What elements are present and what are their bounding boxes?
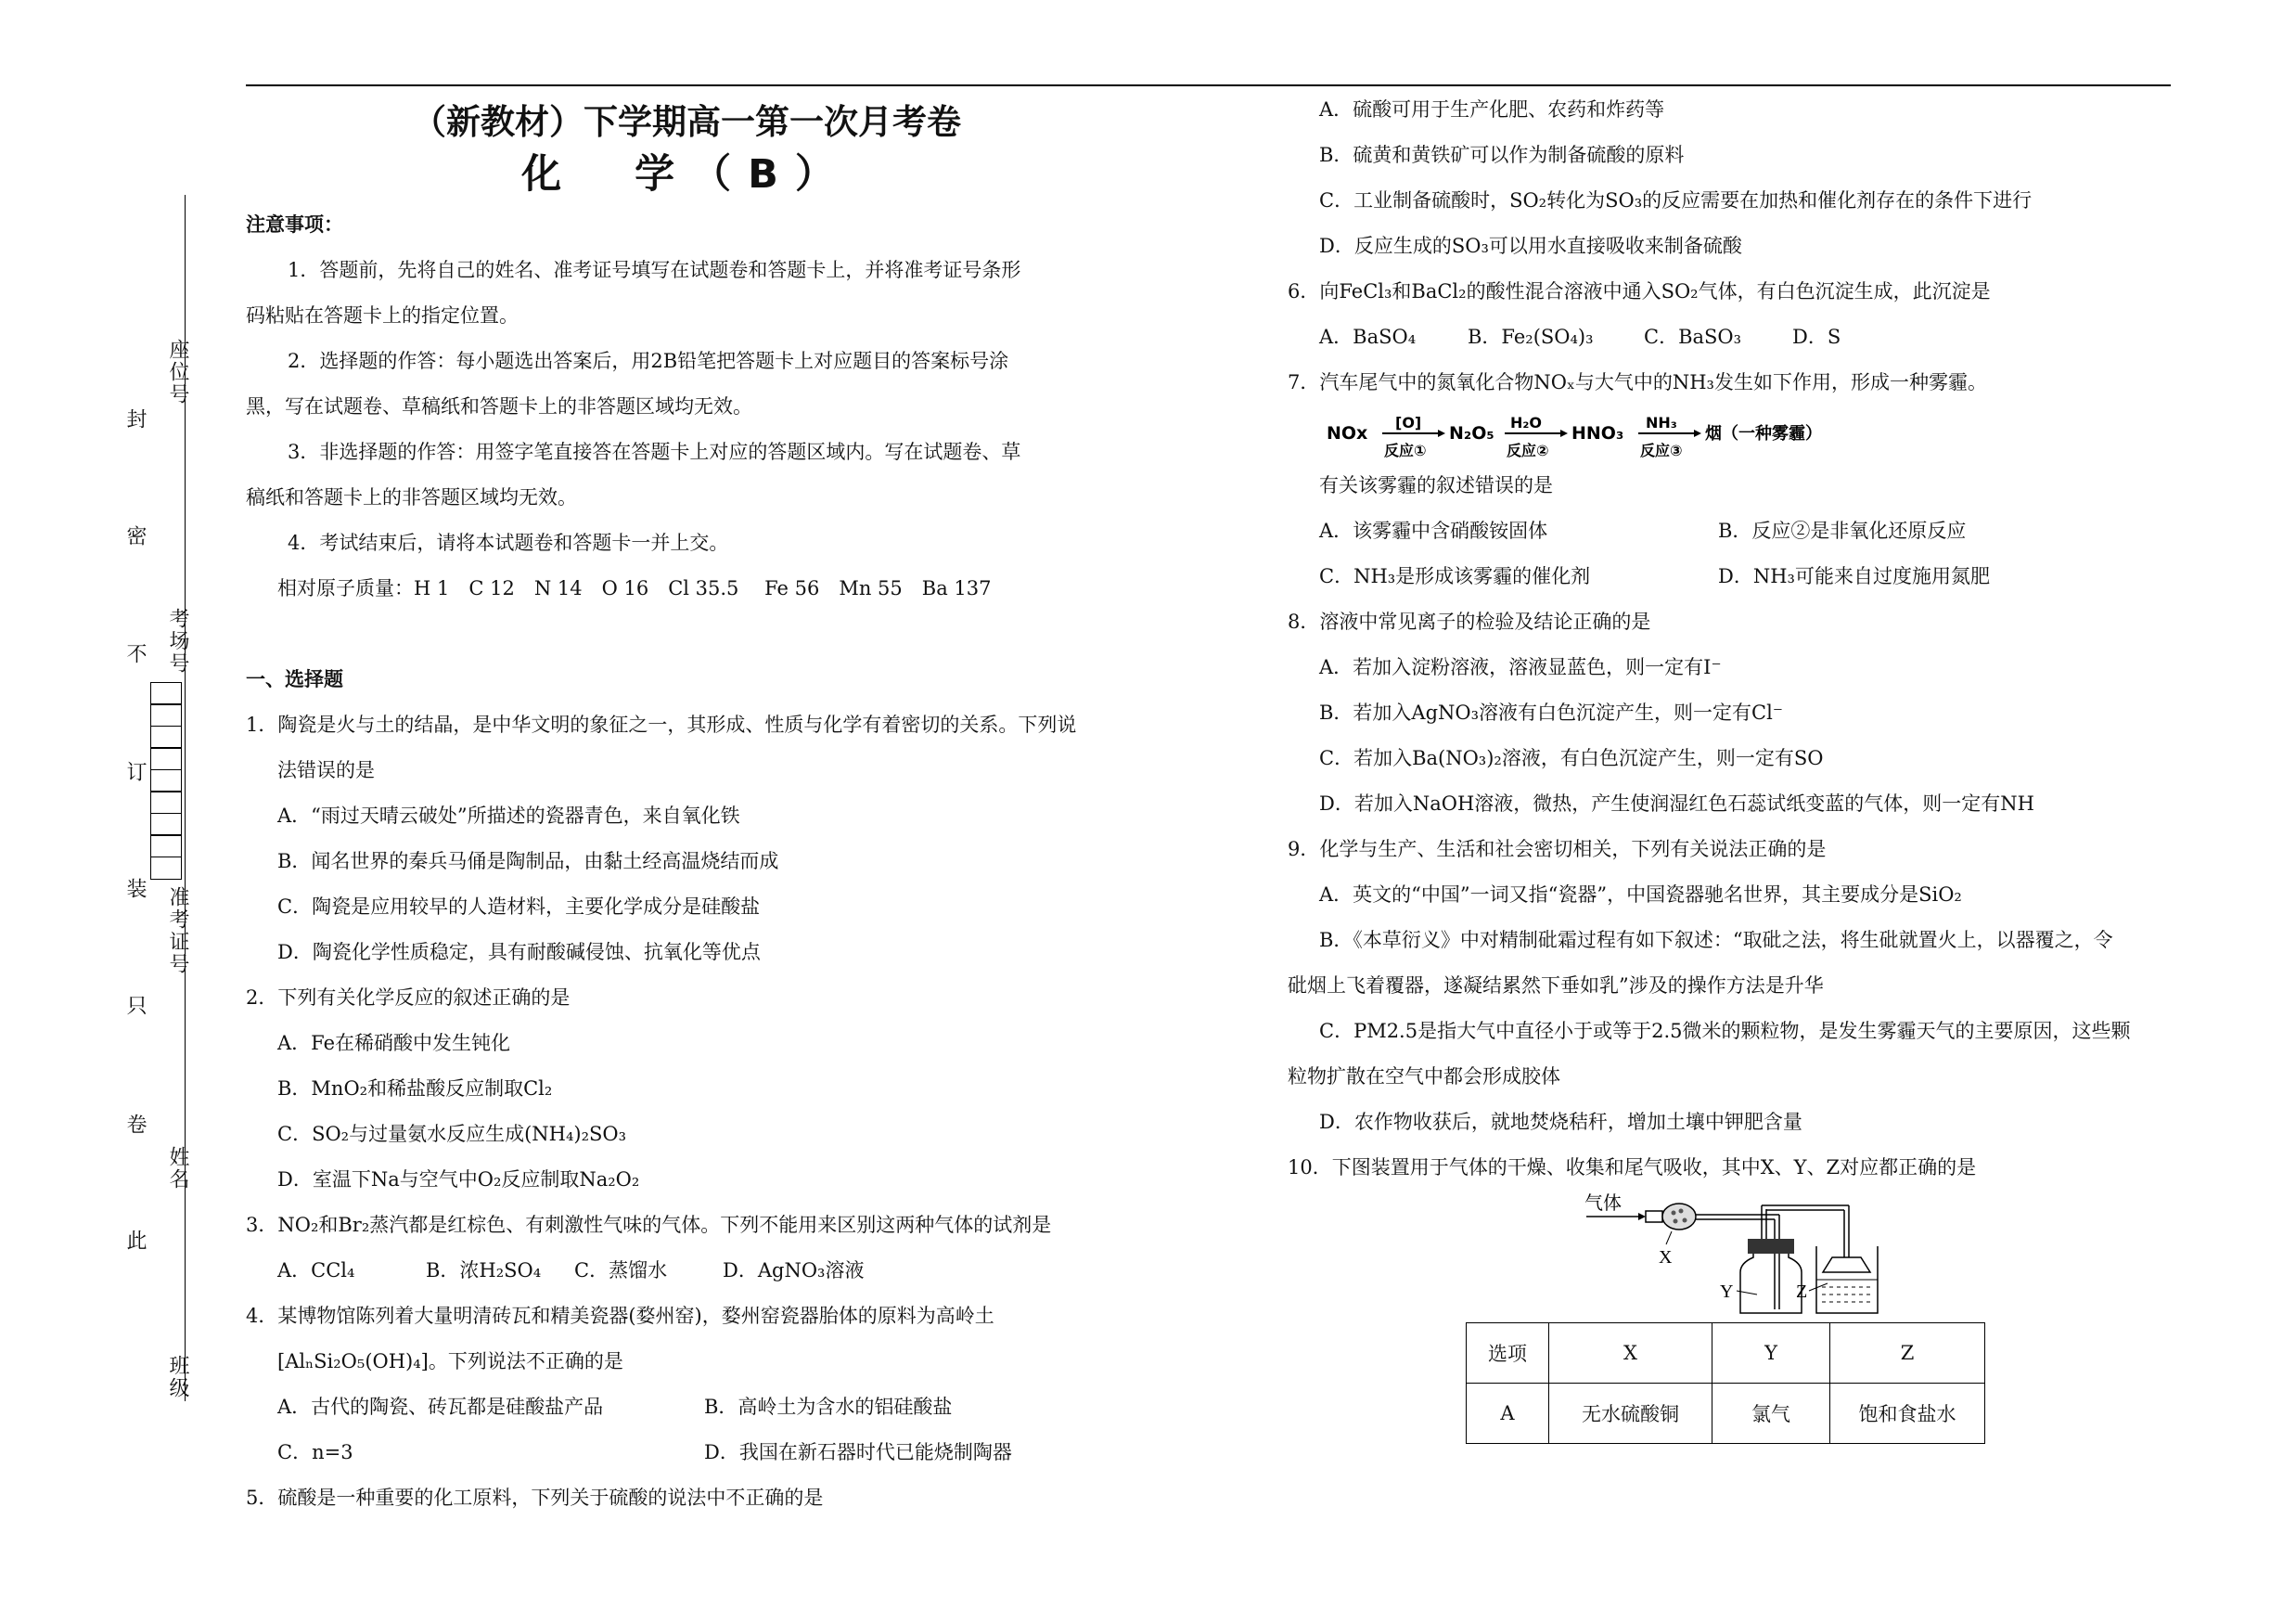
section-heading: 一、选择题 (246, 668, 343, 690)
q2-option-a: A．Fe在稀硝酸中发生钝化 (277, 1032, 511, 1054)
gas-inlet-arrow-head (1638, 1213, 1646, 1220)
q10-answer-table (1466, 1322, 1985, 1444)
reagent-h2o: H₂O (1510, 415, 1542, 432)
q4-options-cd (246, 1430, 1127, 1475)
step-1: 反应① (1384, 442, 1427, 459)
q7-option-d: D．NH₃可能来自过度施用氮肥 (1718, 565, 1990, 587)
seal-char: 只 (123, 995, 147, 1019)
q3-options (246, 1248, 1127, 1294)
q4-stem: 4．某博物馆陈列着大量明清砖瓦和精美瓷器(婺州窑)，婺州窑瓷器胎体的原料为高岭土 (246, 1305, 994, 1327)
q6-option-c: C．BaSO₃ (1644, 326, 1742, 348)
notice-line: 1．答题前，先将自己的姓名、准考证号填写在试题卷和答题卡上，并将准考证号条形 (288, 259, 1021, 281)
q7-stem: 7．汽车尾气中的氮氧化合物NOₓ与大气中的NH₃发生如下作用，形成一种雾霾。 (1288, 371, 1987, 393)
table-header-row (1467, 1323, 1985, 1384)
q8-option-c: C．若加入Ba(NO₃)₂溶液，有白色沉淀产生，则一定有SO (1319, 747, 1824, 769)
exam-title: （新教材）下学期高一第一次月考卷 (412, 102, 961, 142)
q4-option-b: B．高岭土为含水的铝硅酸盐 (704, 1396, 953, 1418)
x-label: X (1659, 1247, 1673, 1268)
species-nox: NOx (1327, 423, 1368, 444)
q5-option-a: A．硫酸可用于生产化肥、农药和炸药等 (1319, 98, 1665, 121)
q4-options-ab (246, 1385, 1127, 1430)
q5-option-d: D．反应生成的SO₃可以用水直接吸收来制备硫酸 (1319, 235, 1742, 257)
q7-options-cd (1288, 554, 2171, 599)
q7-option-b: B．反应②是非氧化还原反应 (1718, 520, 1967, 542)
q9-option-b: B．《本草衍义》中对精制砒霜过程有如下叙述：“取砒之法，将生砒就置火上，以器覆之，令 (1319, 929, 2113, 951)
q3-option-c: C．蒸馏水 (574, 1259, 668, 1282)
step-3: 反应③ (1640, 442, 1683, 459)
exam-room-label: 考场号 (166, 608, 189, 675)
q4-option-c: C．n=3 (277, 1441, 353, 1463)
q8-option-b: B．若加入AgNO₃溶液有白色沉淀产生，则一定有Cl⁻ (1319, 702, 1783, 724)
name-label: 姓名 (166, 1146, 189, 1191)
table-header-cell: Y (1712, 1323, 1830, 1384)
y-label: Y (1720, 1282, 1734, 1302)
arrow-2-head (1560, 430, 1568, 437)
q1-option-c: C．陶瓷是应用较早的人造材料，主要化学成分是硅酸盐 (277, 895, 761, 918)
q2-option-b: B．MnO₂和稀盐酸反应制取Cl₂ (277, 1077, 553, 1100)
apparatus-svg (1584, 1191, 1881, 1320)
q7-reaction-scheme (1288, 406, 2171, 463)
notice-line: 码粘贴在答题卡上的指定位置。 (246, 304, 519, 327)
collection-bottle (1740, 1254, 1802, 1313)
q2-option-c: C．SO₂与过量氨水反应生成(NH₄)₂SO₃ (277, 1123, 627, 1145)
q8-option-a: A．若加入淀粉溶液，溶液显蓝色，则一定有I⁻ (1319, 656, 1722, 678)
table-row (1467, 1384, 1985, 1444)
q6-stem: 6．向FeCl₃和BaCl₂的酸性混合溶液中通入SO₂气体，有白色沉淀生成，此沉淀是 (1288, 280, 1991, 303)
species-smog: 烟（一种雾霾） (1705, 424, 1822, 444)
q3-option-a: A．CCl₄ (277, 1259, 355, 1282)
step-2: 反应② (1507, 442, 1549, 459)
seal-char: 卷 (123, 1114, 147, 1138)
seal-char: 此 (123, 1230, 147, 1254)
table-header-cell: X (1549, 1323, 1712, 1384)
arrow-3-head (1694, 430, 1701, 437)
reagent-o: [O] (1395, 415, 1422, 432)
reaction-scheme-svg (1327, 415, 1846, 463)
q5-stem: 5．硫酸是一种重要的化工原料，下列关于硫酸的说法中不正确的是 (246, 1487, 824, 1509)
q10-apparatus-figure (1288, 1191, 2171, 1320)
q2-stem: 2．下列有关化学反应的叙述正确的是 (246, 986, 571, 1009)
q2-option-d: D．室温下Na与空气中O₂反应制取Na₂O₂ (277, 1168, 640, 1191)
arrow-1-head (1438, 430, 1445, 437)
q4-option-d: D．我国在新石器时代已能烧制陶器 (704, 1441, 1012, 1463)
subject-title: 化 学（B） (521, 151, 852, 198)
right-column (1288, 87, 2171, 1444)
table-cell: 饱和食盐水 (1830, 1384, 1985, 1444)
q10-stem: 10．下图装置用于气体的干燥、收集和尾气吸收，其中X、Y、Z对应都正确的是 (1288, 1156, 1977, 1179)
q9-option-a: A．英文的“中国”一词又指“瓷器”，中国瓷器驰名世界，其主要成分是SiO₂ (1319, 883, 1962, 906)
q3-stem: 3．NO₂和Br₂蒸汽都是红棕色、有刺激性气味的气体。下列不能用来区别这两种气体的试剂是 (246, 1214, 1052, 1236)
q9-option-c: C．PM2.5是指大气中直径小于或等于2.5微米的颗粒物，是发生雾霾天气的主要原因，这些颗 (1319, 1020, 2131, 1042)
q1-stem-cont: 法错误的是 (277, 759, 375, 781)
gas-label: 气体 (1584, 1193, 1622, 1214)
species-n2o5: N₂O₅ (1449, 423, 1494, 444)
class-label: 班级 (166, 1355, 189, 1399)
binding-margin (0, 0, 223, 1623)
q6-option-a: A．BaSO₄ (1319, 326, 1417, 348)
spacer (246, 612, 1127, 657)
q9-stem: 9．化学与生产、生活和社会密切相关，下列有关说法正确的是 (1288, 838, 1827, 860)
seal-char: 不 (123, 643, 147, 667)
q1-option-d: D．陶瓷化学性质稳定，具有耐酸碱侵蚀、抗氧化等优点 (277, 941, 761, 963)
q5-option-c: C．工业制备硫酸时，SO₂转化为SO₃的反应需要在加热和催化剂存在的条件下进行 (1319, 189, 2033, 212)
atomic-masses: 相对原子质量：H 1 C 12 N 14 O 16 Cl 35.5 Fe 56 Mn 55 Ba 137 (277, 577, 992, 599)
q7-option-a: A．该雾霾中含硝酸铵固体 (1319, 520, 1548, 542)
seal-char: 订 (123, 761, 147, 785)
admission-number-label: 准考证号 (166, 886, 189, 975)
q3-option-d: D．AgNO₃溶液 (723, 1259, 865, 1282)
notice-line: 黑，写在试题卷、草稿纸和答题卡上的非答题区域均无效。 (246, 395, 752, 418)
q9-option-d: D．农作物收获后，就地焚烧秸秆，增加土壤中钾肥含量 (1319, 1111, 1802, 1133)
q3-option-b: B．浓H₂SO₄ (426, 1259, 542, 1282)
q6-option-b: B．Fe₂(SO₄)₃ (1468, 326, 1594, 348)
table-header-cell: Z (1830, 1323, 1985, 1384)
species-hno3: HNO₃ (1571, 423, 1624, 444)
q6-options (1288, 315, 2171, 360)
notice-heading: 注意事项： (246, 213, 343, 236)
z-label: Z (1796, 1282, 1808, 1302)
q7-sub-stem: 有关该雾霾的叙述错误的是 (1319, 474, 1553, 496)
drying-tube-neck (1646, 1211, 1662, 1222)
q4-option-a: A．古代的陶瓷、砖瓦都是硅酸盐产品 (277, 1396, 604, 1418)
seal-char: 装 (123, 878, 147, 902)
notice-line: 2．选择题的作答：每小题选出答案后，用2B铅笔把答题卡上对应题目的答案标号涂 (288, 350, 1009, 372)
q7-options-ab (1288, 509, 2171, 554)
seat-number-label: 座位号 (166, 339, 189, 406)
notice-line: 3．非选择题的作答：用签字笔直接答在答题卡上对应的答题区域内。写在试题卷、草 (288, 441, 1021, 463)
table-cell: 无水硫酸铜 (1549, 1384, 1712, 1444)
q9-option-b-cont: 砒烟上飞着覆器，遂凝结累然下垂如乳”涉及的操作方法是升华 (1288, 974, 1824, 997)
table-cell: 氯气 (1712, 1384, 1830, 1444)
q4-stem-cont: [AlₙSi₂O₅(OH)₄]。下列说法不正确的是 (277, 1350, 623, 1372)
top-rule (246, 84, 2171, 86)
q7-option-c: C．NH₃是形成该雾霾的催化剂 (1319, 565, 1591, 587)
q8-option-d: D．若加入NaOH溶液，微热，产生使润湿红色石蕊试纸变蓝的气体，则一定有NH (1319, 792, 2034, 815)
notice-line: 稿纸和答题卡上的非答题区域均无效。 (246, 486, 577, 509)
q9-option-c-cont: 粒物扩散在空气中都会形成胶体 (1288, 1065, 1560, 1088)
q1-option-a: A．“雨过天晴云破处”所描述的瓷器青色，来自氧化铁 (277, 805, 740, 827)
left-column (246, 89, 1127, 1521)
drying-tube-bulb (1662, 1204, 1696, 1230)
q1-stem: 1．陶瓷是火与土的结晶，是中华文明的象征之一，其形成、性质与化学有着密切的关系。下列说 (246, 714, 1077, 736)
stopper (1748, 1239, 1794, 1254)
seal-char: 封 (123, 408, 147, 432)
reagent-nh3: NH₃ (1646, 415, 1677, 432)
seal-char: 密 (123, 525, 147, 549)
admission-number-boxes[interactable] (150, 683, 182, 880)
q5-option-b: B．硫黄和黄铁矿可以作为制备硫酸的原料 (1319, 144, 1685, 166)
table-header-cell: 选项 (1467, 1323, 1549, 1384)
q1-option-b: B．闻名世界的秦兵马俑是陶制品，由黏土经高温烧结而成 (277, 850, 779, 872)
q8-stem: 8．溶液中常见离子的检验及结论正确的是 (1288, 611, 1651, 633)
q6-option-d: D．S (1792, 326, 1841, 348)
inverted-funnel (1823, 1257, 1870, 1272)
table-cell: A (1467, 1384, 1549, 1444)
notice-line: 4．考试结束后，请将本试题卷和答题卡一并上交。 (288, 532, 729, 554)
